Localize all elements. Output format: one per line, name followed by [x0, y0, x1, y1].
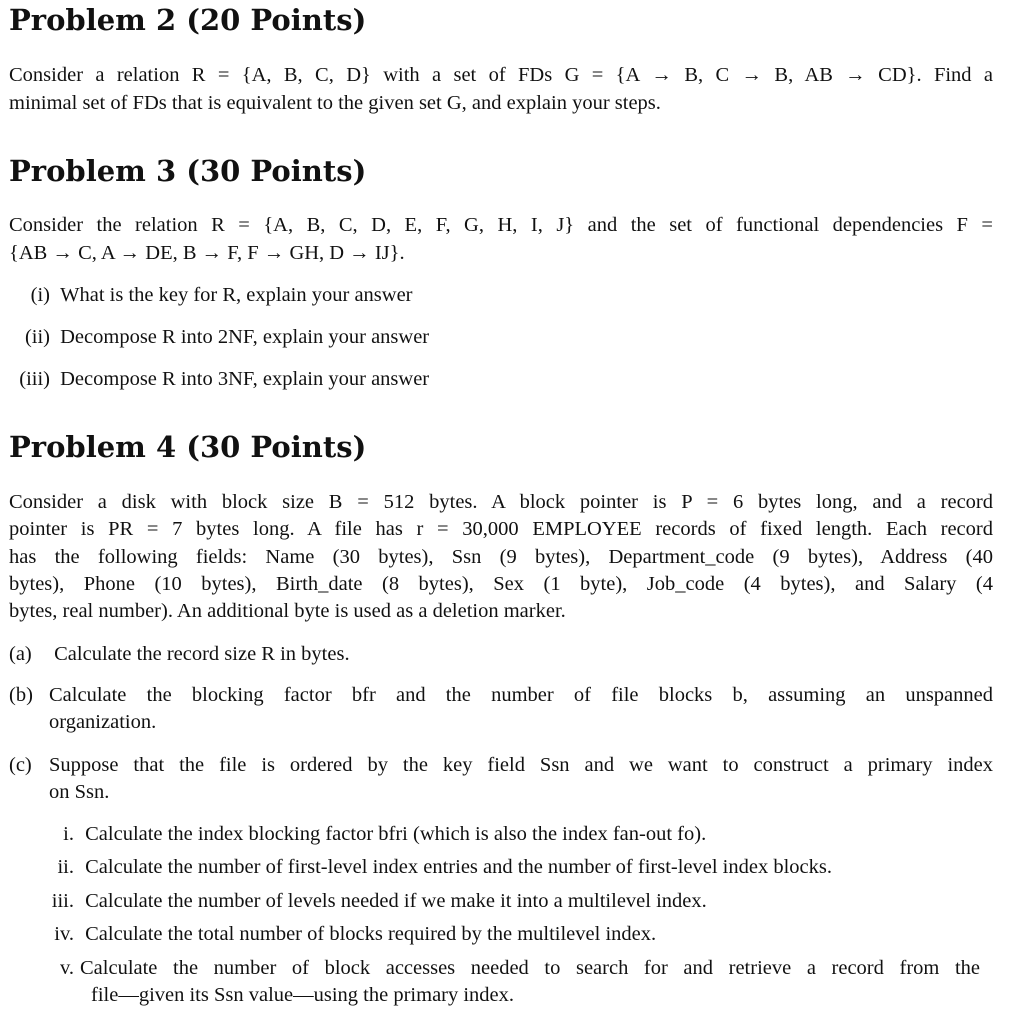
problem-4-intro-line-2: pointer is PR = 7 bytes long. A file has r = 30,000 EMPLOYEE records of fixed length. Each record [9, 518, 993, 540]
problem-4-intro-line-3: has the following fields: Name (30 bytes), Ssn (9 bytes), Department_code (9 bytes), Address (40 [9, 546, 993, 568]
problem-4-part-a [9, 644, 350, 665]
problem-4-intro-line-1: Consider a disk with block size B = 512 bytes. A block pointer is P = 6 bytes long, and a record [9, 491, 993, 513]
problem-2-text-line-1: Consider a relation R = {A, B, C, D} with a set of FDs G = {A → B, C → B, AB → CD}. Find a [9, 64, 993, 86]
problem-4-sub-v-line-2: file—given its Ssn value—using the primary index. [91, 984, 515, 1006]
problem-4-part-c-line-1 [9, 755, 993, 776]
problem-4-sub-v-line-1 [0, 958, 993, 979]
problem-3-title: Problem 3 (30 Points) [9, 154, 367, 188]
problem-3-item-ii [0, 327, 429, 348]
sub-label: iii. [51, 890, 74, 912]
problem-3-text-line-2: {AB → C, A → DE, B → F, F → GH, D → IJ}. [9, 242, 405, 264]
item-text: What is the key for R, explain your answer [60, 284, 413, 306]
problem-4-intro-line-4: bytes), Phone (10 bytes), Birth_date (8 bytes), Sex (1 byte), Job_code (4 bytes), and Salary (4 [9, 573, 993, 595]
problem-4-part-c-line-2: on Ssn. [49, 781, 110, 803]
part-label: (a) [9, 643, 32, 665]
sub-text: Calculate the number of block accesses needed to search for and retrieve a record from the [80, 957, 980, 979]
problem-4-sub-iii [0, 891, 707, 912]
problem-2-title: Problem 2 (20 Points) [9, 3, 367, 37]
problem-3-text-line-1: Consider the relation R = {A, B, C, D, E, F, G, H, I, J} and the set of functional dependencies F = [9, 214, 993, 236]
item-text: Decompose R into 2NF, explain your answer [60, 326, 430, 348]
part-label: (c) [9, 754, 32, 776]
problem-2-text-line-2: minimal set of FDs that is equivalent to the given set G, and explain your steps. [9, 92, 661, 114]
problem-3-item-iii [0, 369, 429, 390]
item-label: (ii) [24, 326, 50, 348]
problem-4-sub-iv [0, 924, 656, 945]
sub-label: i. [63, 823, 74, 845]
problem-4-sub-ii [0, 857, 832, 878]
problem-4-part-b-line-2: organization. [49, 711, 157, 733]
item-label: (iii) [19, 368, 50, 390]
sub-text: Calculate the number of first-level index entries and the number of first-level index blocks. [85, 856, 832, 878]
part-text: Calculate the blocking factor bfr and the number of file blocks b, assuming an unspanned [49, 684, 993, 706]
problem-3-item-i [0, 285, 413, 306]
sub-text: Calculate the index blocking factor bfri (which is also the index fan-out fo). [85, 823, 707, 845]
part-text: Suppose that the file is ordered by the key field Ssn and we want to construct a primary index [49, 754, 993, 776]
problem-4-sub-i [0, 824, 706, 845]
problem-4-part-b-line-1 [9, 685, 993, 706]
problem-4-title: Problem 4 (30 Points) [9, 430, 367, 464]
sub-text: Calculate the number of levels needed if we make it into a multilevel index. [85, 890, 707, 912]
sub-label: v. [59, 957, 74, 979]
sub-text: Calculate the total number of blocks required by the multilevel index. [85, 923, 657, 945]
part-label: (b) [9, 684, 33, 706]
part-text: Calculate the record size R in bytes. [54, 643, 350, 665]
sub-label: iv. [54, 923, 74, 945]
sub-label: ii. [57, 856, 74, 878]
item-text: Decompose R into 3NF, explain your answer [60, 368, 430, 390]
problem-4-intro-line-5: bytes, real number). An additional byte is used as a deletion marker. [9, 600, 566, 622]
item-label: (i) [30, 284, 50, 306]
